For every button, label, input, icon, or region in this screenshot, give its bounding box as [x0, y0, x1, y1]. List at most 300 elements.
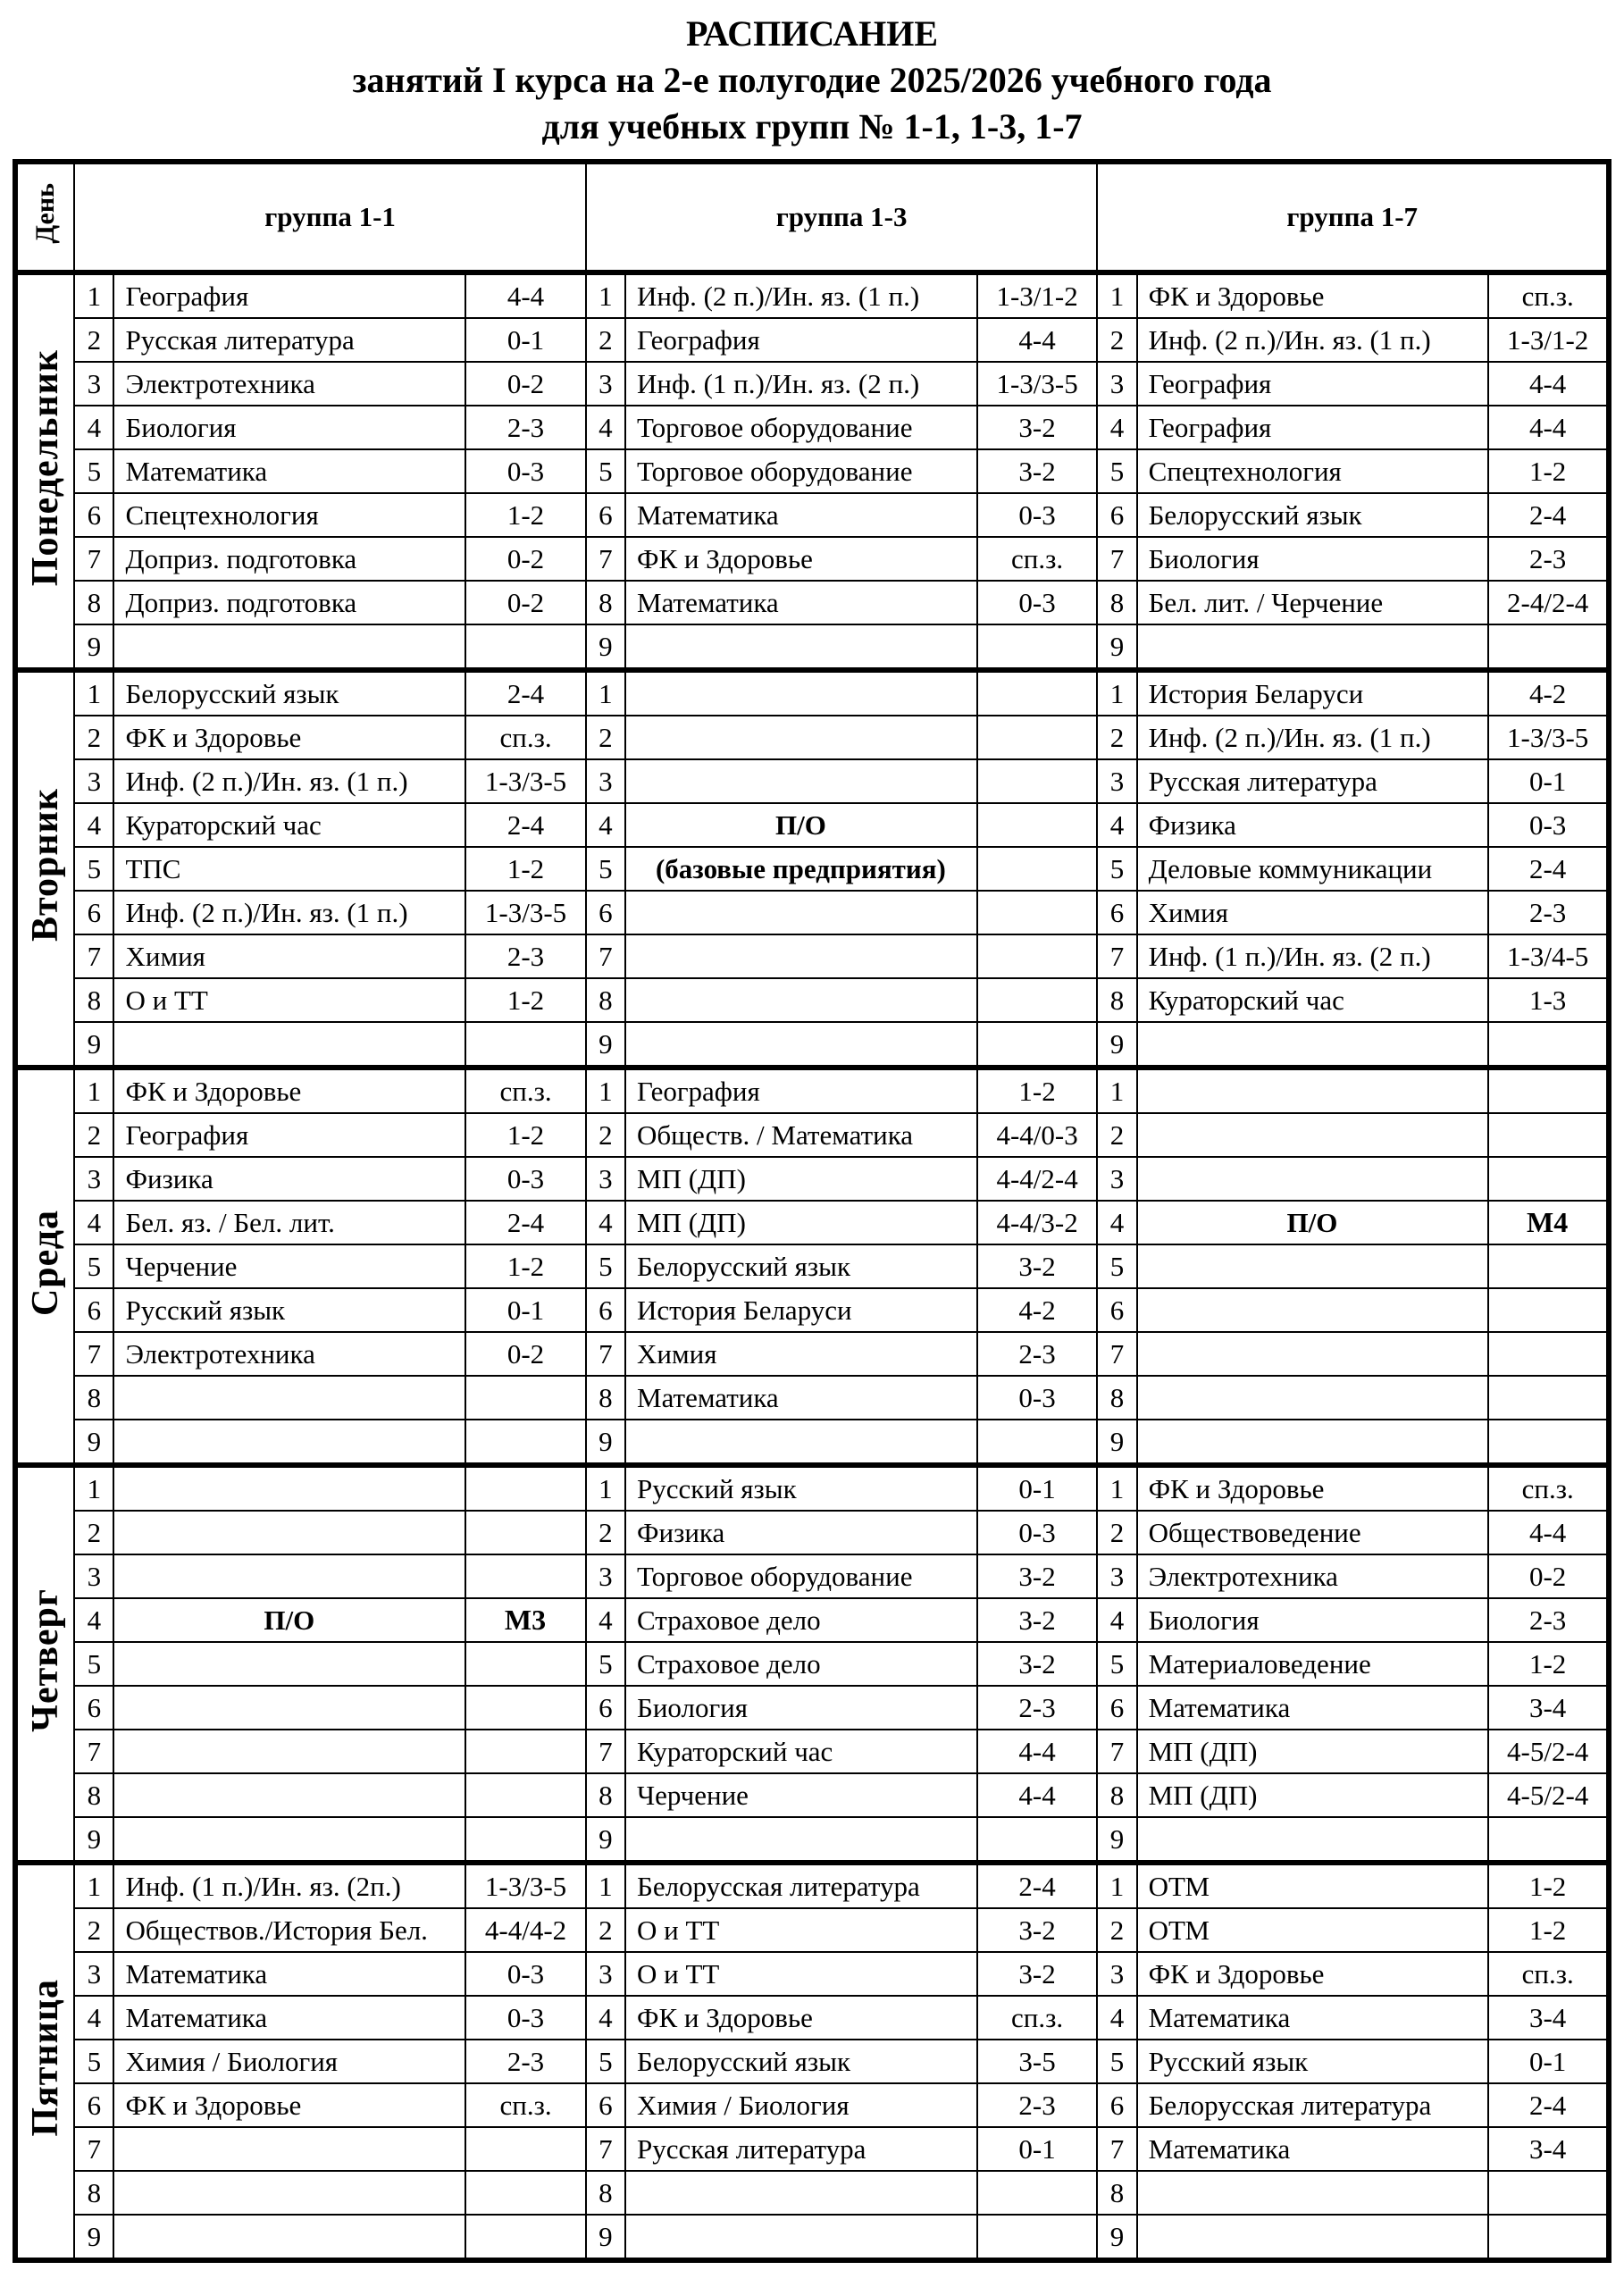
lesson-number-cell: 9	[74, 2215, 113, 2260]
lesson-number-cell: 6	[586, 493, 625, 537]
subject-cell: География	[1137, 362, 1489, 406]
subject-cell	[625, 934, 977, 978]
lesson-number-cell: 3	[74, 362, 113, 406]
room-cell: 1-2	[465, 978, 586, 1022]
lesson-number-cell: 1	[74, 272, 113, 318]
room-cell: 4-4	[1488, 362, 1609, 406]
subject-cell: ФК и Здоровье	[113, 1068, 465, 1113]
lesson-row	[15, 1863, 1609, 1908]
subject-cell	[113, 1511, 465, 1554]
lesson-number-cell: 8	[74, 1773, 113, 1817]
lesson-number-cell: 5	[1097, 449, 1136, 493]
page-title	[0, 0, 1624, 150]
room-cell: 2-3	[1488, 1598, 1609, 1642]
subject-cell	[1137, 1420, 1489, 1465]
title-line-2: занятий I курса на 2-е полугодие 2025/2026 учебного года	[352, 60, 1272, 100]
lesson-number-cell: 7	[74, 1730, 113, 1773]
subject-cell: Математика	[625, 493, 977, 537]
subject-cell: О и ТТ	[625, 1908, 977, 1952]
lesson-row	[15, 1113, 1609, 1157]
subject-cell: Обществоведение	[1137, 1511, 1489, 1554]
lesson-number-cell: 1	[1097, 1068, 1136, 1113]
lesson-number-cell: 9	[1097, 1022, 1136, 1068]
lesson-number-cell: 3	[1097, 362, 1136, 406]
room-cell: 3-2	[977, 1554, 1098, 1598]
lesson-number-cell: 5	[74, 1642, 113, 1686]
subject-cell	[1137, 1332, 1489, 1376]
subject-cell: Белорусский язык	[625, 2040, 977, 2083]
lesson-number-cell: 1	[1097, 670, 1136, 716]
room-cell	[465, 1730, 586, 1773]
subject-cell	[113, 1773, 465, 1817]
subject-cell: Физика	[113, 1157, 465, 1201]
lesson-number-cell: 1	[74, 1068, 113, 1113]
lesson-number-cell: 7	[586, 1332, 625, 1376]
subject-cell	[1137, 1376, 1489, 1420]
lesson-number-cell: 3	[74, 759, 113, 803]
room-cell: 0-3	[977, 581, 1098, 624]
subject-cell: Русский язык	[625, 1465, 977, 1511]
subject-cell: Инф. (2 п.)/Ин. яз. (1 п.)	[625, 272, 977, 318]
subject-cell	[1137, 1068, 1489, 1113]
subject-cell: История Беларуси	[1137, 670, 1489, 716]
room-cell	[977, 624, 1098, 670]
room-cell: 0-3	[977, 1511, 1098, 1554]
room-cell	[1488, 2215, 1609, 2260]
room-cell	[977, 2171, 1098, 2215]
subject-cell: МП (ДП)	[625, 1201, 977, 1244]
room-cell: 0-1	[465, 1288, 586, 1332]
lesson-number-cell: 4	[74, 1201, 113, 1244]
lesson-number-cell: 8	[1097, 978, 1136, 1022]
lesson-row	[15, 1068, 1609, 1113]
lesson-row	[15, 449, 1609, 493]
lesson-number-cell: 4	[586, 1598, 625, 1642]
subject-cell: Электротехника	[1137, 1554, 1489, 1598]
lesson-number-cell: 6	[74, 2083, 113, 2127]
room-cell: сп.з.	[1488, 272, 1609, 318]
room-cell: 4-4	[977, 318, 1098, 362]
subject-cell: МП (ДП)	[1137, 1730, 1489, 1773]
lesson-number-cell: 5	[586, 449, 625, 493]
room-cell: сп.з.	[465, 716, 586, 759]
room-cell	[465, 2171, 586, 2215]
lesson-number-cell: 9	[74, 624, 113, 670]
subject-cell: Бел. яз. / Бел. лит.	[113, 1201, 465, 1244]
room-cell: 1-3/3-5	[465, 759, 586, 803]
subject-cell: Торговое оборудование	[625, 1554, 977, 1598]
lesson-number-cell: 9	[586, 1420, 625, 1465]
lesson-row	[15, 406, 1609, 449]
lesson-number-cell: 7	[74, 1332, 113, 1376]
subject-cell: ФК и Здоровье	[1137, 272, 1489, 318]
room-cell	[1488, 1332, 1609, 1376]
lesson-number-cell: 6	[586, 1288, 625, 1332]
lesson-number-cell: 8	[586, 978, 625, 1022]
subject-cell: МП (ДП)	[625, 1157, 977, 1201]
lesson-number-cell: 6	[1097, 493, 1136, 537]
lesson-row	[15, 1642, 1609, 1686]
group-header-1: группа 1-1	[74, 162, 586, 272]
subject-cell: ФК и Здоровье	[625, 1996, 977, 2040]
room-cell: 4-2	[977, 1288, 1098, 1332]
room-cell	[1488, 624, 1609, 670]
lesson-number-cell: 1	[586, 1465, 625, 1511]
subject-cell	[1137, 2215, 1489, 2260]
subject-cell: Электротехника	[113, 362, 465, 406]
room-cell: 1-3/3-5	[465, 1863, 586, 1908]
room-cell: 1-2	[977, 1068, 1098, 1113]
subject-cell: Русская литература	[625, 2127, 977, 2171]
lesson-number-cell: 8	[586, 581, 625, 624]
room-cell: 0-2	[465, 1332, 586, 1376]
lesson-number-cell: 5	[1097, 2040, 1136, 2083]
subject-cell: Математика	[1137, 1686, 1489, 1730]
lesson-number-cell: 6	[74, 1288, 113, 1332]
room-cell: 1-2	[1488, 1863, 1609, 1908]
room-cell: 4-4	[977, 1730, 1098, 1773]
room-cell: 1-2	[1488, 1642, 1609, 1686]
subject-cell: ФК и Здоровье	[113, 2083, 465, 2127]
lesson-number-cell: 3	[1097, 1554, 1136, 1598]
lesson-number-cell: 2	[1097, 1511, 1136, 1554]
lesson-number-cell: 8	[74, 978, 113, 1022]
room-cell: 1-3/3-5	[1488, 716, 1609, 759]
subject-cell	[625, 1817, 977, 1863]
room-cell	[1488, 1376, 1609, 1420]
subject-cell: Физика	[1137, 803, 1489, 847]
lesson-number-cell: 1	[586, 1068, 625, 1113]
room-cell	[977, 2215, 1098, 2260]
lesson-number-cell: 6	[74, 493, 113, 537]
room-cell: 1-3/1-2	[977, 272, 1098, 318]
lesson-row	[15, 2127, 1609, 2171]
lesson-number-cell: 9	[586, 1022, 625, 1068]
room-cell: 2-4	[465, 803, 586, 847]
room-cell: М3	[465, 1598, 586, 1642]
lesson-number-cell: 2	[586, 318, 625, 362]
lesson-row	[15, 1952, 1609, 1996]
lesson-number-cell: 3	[74, 1554, 113, 1598]
room-cell: 2-3	[465, 934, 586, 978]
lesson-row	[15, 2040, 1609, 2083]
lesson-number-cell: 6	[586, 1686, 625, 1730]
subject-cell	[113, 1554, 465, 1598]
room-cell	[465, 624, 586, 670]
subject-cell: География	[625, 318, 977, 362]
subject-cell: П/О	[625, 803, 977, 847]
lesson-number-cell: 1	[74, 1863, 113, 1908]
lesson-number-cell: 5	[74, 449, 113, 493]
subject-cell	[1137, 2171, 1489, 2215]
subject-cell: Доприз. подготовка	[113, 537, 465, 581]
lesson-number-cell: 5	[1097, 1244, 1136, 1288]
subject-cell: Деловые коммуникации	[1137, 847, 1489, 891]
subject-cell	[113, 1642, 465, 1686]
room-cell: 0-3	[465, 449, 586, 493]
subject-cell: Страховое дело	[625, 1642, 977, 1686]
lesson-number-cell: 9	[74, 1420, 113, 1465]
room-cell	[465, 1465, 586, 1511]
subject-cell: Инф. (2 п.)/Ин. яз. (1 п.)	[1137, 716, 1489, 759]
lesson-number-cell: 5	[1097, 1642, 1136, 1686]
subject-cell: География	[625, 1068, 977, 1113]
room-cell	[977, 716, 1098, 759]
lesson-number-cell: 1	[74, 1465, 113, 1511]
subject-cell	[625, 1022, 977, 1068]
subject-cell: ФК и Здоровье	[1137, 1952, 1489, 1996]
room-cell	[1488, 1420, 1609, 1465]
room-cell: 3-2	[977, 1642, 1098, 1686]
room-cell	[977, 803, 1098, 847]
subject-cell: Белорусский язык	[1137, 493, 1489, 537]
lesson-number-cell: 4	[1097, 803, 1136, 847]
lesson-number-cell: 6	[74, 891, 113, 934]
room-cell	[465, 1420, 586, 1465]
subject-cell	[625, 2171, 977, 2215]
lesson-number-cell: 1	[586, 272, 625, 318]
lesson-number-cell: 2	[1097, 318, 1136, 362]
room-cell: 0-2	[465, 362, 586, 406]
lesson-number-cell: 3	[586, 1157, 625, 1201]
room-cell: 4-4	[1488, 406, 1609, 449]
subject-cell	[625, 716, 977, 759]
subject-cell: Физика	[625, 1511, 977, 1554]
subject-cell	[113, 2127, 465, 2171]
subject-cell	[113, 1730, 465, 1773]
room-cell: 0-1	[465, 318, 586, 362]
room-cell	[1488, 1022, 1609, 1068]
lesson-number-cell: 7	[586, 2127, 625, 2171]
subject-cell: ФК и Здоровье	[625, 537, 977, 581]
subject-cell: Инф. (1 п.)/Ин. яз. (2 п.)	[1137, 934, 1489, 978]
subject-cell: Белорусский язык	[625, 1244, 977, 1288]
subject-cell	[113, 624, 465, 670]
room-cell: 2-4/2-4	[1488, 581, 1609, 624]
subject-cell	[113, 1817, 465, 1863]
room-cell	[977, 1817, 1098, 1863]
title-line-1: РАСПИСАНИЕ	[685, 13, 938, 54]
lesson-number-cell: 9	[586, 624, 625, 670]
subject-cell: П/О	[1137, 1201, 1489, 1244]
room-cell: 3-4	[1488, 1686, 1609, 1730]
room-cell: 4-4/2-4	[977, 1157, 1098, 1201]
room-cell	[977, 934, 1098, 978]
subject-cell: ОТМ	[1137, 1863, 1489, 1908]
subject-cell: О и ТТ	[625, 1952, 977, 1996]
room-cell	[465, 1817, 586, 1863]
lesson-row	[15, 803, 1609, 847]
lesson-number-cell: 8	[1097, 1773, 1136, 1817]
subject-cell	[625, 759, 977, 803]
subject-cell	[1137, 1022, 1489, 1068]
subject-cell	[1137, 624, 1489, 670]
subject-cell: Биология	[1137, 1598, 1489, 1642]
room-cell: 4-4/3-2	[977, 1201, 1098, 1244]
subject-cell: МП (ДП)	[1137, 1773, 1489, 1817]
room-cell	[465, 2127, 586, 2171]
subject-cell	[625, 670, 977, 716]
room-cell: 3-2	[977, 1244, 1098, 1288]
room-cell	[465, 2215, 586, 2260]
room-cell: сп.з.	[977, 1996, 1098, 2040]
lesson-number-cell: 5	[1097, 847, 1136, 891]
room-cell: 4-2	[1488, 670, 1609, 716]
lesson-number-cell: 5	[586, 1244, 625, 1288]
lesson-row	[15, 1157, 1609, 1201]
room-cell: 0-1	[1488, 2040, 1609, 2083]
room-cell	[465, 1022, 586, 1068]
subject-cell: Материаловедение	[1137, 1642, 1489, 1686]
lesson-row	[15, 1730, 1609, 1773]
room-cell: 0-3	[977, 493, 1098, 537]
lesson-number-cell: 4	[74, 1598, 113, 1642]
subject-cell: Русский язык	[1137, 2040, 1489, 2083]
lesson-row	[15, 1908, 1609, 1952]
room-cell: 3-5	[977, 2040, 1098, 2083]
subject-cell	[1137, 1113, 1489, 1157]
lesson-number-cell: 4	[74, 803, 113, 847]
lesson-row	[15, 716, 1609, 759]
room-cell: 0-3	[977, 1376, 1098, 1420]
subject-cell	[625, 624, 977, 670]
room-cell: сп.з.	[1488, 1952, 1609, 1996]
lesson-row	[15, 1773, 1609, 1817]
subject-cell: Инф. (2 п.)/Ин. яз. (1 п.)	[113, 759, 465, 803]
room-cell: 0-3	[465, 1952, 586, 1996]
room-cell: 2-3	[1488, 537, 1609, 581]
room-cell	[977, 978, 1098, 1022]
subject-cell: Торговое оборудование	[625, 449, 977, 493]
room-cell: 3-2	[977, 1598, 1098, 1642]
subject-cell	[113, 2171, 465, 2215]
day-label	[15, 1465, 74, 1863]
lesson-row	[15, 1288, 1609, 1332]
room-cell: сп.з.	[977, 537, 1098, 581]
lesson-number-cell: 3	[1097, 1952, 1136, 1996]
lesson-row	[15, 934, 1609, 978]
subject-cell: Белорусская литература	[625, 1863, 977, 1908]
lesson-row	[15, 1376, 1609, 1420]
subject-cell: Русская литература	[1137, 759, 1489, 803]
room-cell: 1-2	[465, 1244, 586, 1288]
room-cell: 2-3	[465, 406, 586, 449]
room-cell: 2-3	[977, 1332, 1098, 1376]
subject-cell: Математика	[113, 449, 465, 493]
lesson-number-cell: 2	[74, 1908, 113, 1952]
room-cell	[465, 1686, 586, 1730]
lesson-row	[15, 2215, 1609, 2260]
subject-cell	[625, 1420, 977, 1465]
lesson-number-cell: 8	[74, 581, 113, 624]
lesson-number-cell: 3	[74, 1952, 113, 1996]
subject-cell: Русский язык	[113, 1288, 465, 1332]
room-cell	[977, 891, 1098, 934]
lesson-number-cell: 4	[1097, 406, 1136, 449]
room-cell: 1-2	[465, 493, 586, 537]
lesson-row	[15, 1201, 1609, 1244]
room-cell: 3-2	[977, 1908, 1098, 1952]
day-label	[15, 1863, 74, 2260]
lesson-number-cell: 5	[586, 2040, 625, 2083]
subject-cell: ТПС	[113, 847, 465, 891]
lesson-number-cell: 8	[1097, 2171, 1136, 2215]
room-cell: 2-4	[1488, 2083, 1609, 2127]
subject-cell: Торговое оборудование	[625, 406, 977, 449]
subject-cell: Биология	[625, 1686, 977, 1730]
room-cell	[1488, 1288, 1609, 1332]
lesson-number-cell: 9	[586, 2215, 625, 2260]
room-cell: 0-2	[1488, 1554, 1609, 1598]
subject-cell	[625, 2215, 977, 2260]
subject-cell: Химия / Биология	[113, 2040, 465, 2083]
lesson-number-cell: 9	[1097, 1420, 1136, 1465]
room-cell: 0-1	[1488, 759, 1609, 803]
subject-cell: Инф. (2 п.)/Ин. яз. (1 п.)	[1137, 318, 1489, 362]
room-cell: 2-4	[977, 1863, 1098, 1908]
subject-cell: Черчение	[625, 1773, 977, 1817]
subject-cell: Кураторский час	[1137, 978, 1489, 1022]
lesson-number-cell: 7	[586, 1730, 625, 1773]
lesson-number-cell: 7	[74, 934, 113, 978]
subject-cell: ФК и Здоровье	[1137, 1465, 1489, 1511]
subject-cell: Химия	[113, 934, 465, 978]
room-cell: 2-3	[977, 2083, 1098, 2127]
room-cell: 3-4	[1488, 2127, 1609, 2171]
room-cell: 0-2	[465, 581, 586, 624]
lesson-number-cell: 9	[74, 1817, 113, 1863]
room-cell	[465, 1773, 586, 1817]
subject-cell: Бел. лит. / Черчение	[1137, 581, 1489, 624]
lesson-number-cell: 2	[74, 716, 113, 759]
room-cell: 3-2	[977, 449, 1098, 493]
lesson-row	[15, 1022, 1609, 1068]
lesson-number-cell: 3	[1097, 1157, 1136, 1201]
subject-cell: Математика	[113, 1996, 465, 2040]
lesson-number-cell: 5	[74, 847, 113, 891]
lesson-number-cell: 4	[1097, 1201, 1136, 1244]
lesson-number-cell: 8	[74, 1376, 113, 1420]
group-header-3: группа 1-7	[1097, 162, 1609, 272]
subject-cell: (базовые предприятия)	[625, 847, 977, 891]
subject-cell: Обществов./История Бел.	[113, 1908, 465, 1952]
subject-cell	[113, 1420, 465, 1465]
room-cell: 2-4	[1488, 493, 1609, 537]
room-cell	[977, 847, 1098, 891]
subject-cell: Инф. (1 п.)/Ин. яз. (2п.)	[113, 1863, 465, 1908]
subject-cell: П/О	[113, 1598, 465, 1642]
room-cell: 0-1	[977, 1465, 1098, 1511]
lesson-row	[15, 847, 1609, 891]
subject-cell: Белорусская литература	[1137, 2083, 1489, 2127]
title-line-3: для учебных групп № 1-1, 1-3, 1-7	[541, 106, 1083, 147]
day-label-text: Вторник	[25, 788, 67, 942]
header-row	[15, 162, 1609, 272]
subject-cell: ФК и Здоровье	[113, 716, 465, 759]
lesson-number-cell: 8	[1097, 581, 1136, 624]
room-cell: 1-3/3-5	[977, 362, 1098, 406]
lesson-row	[15, 1686, 1609, 1730]
lesson-row	[15, 581, 1609, 624]
room-cell	[1488, 1244, 1609, 1288]
lesson-number-cell: 4	[74, 1996, 113, 2040]
lesson-row	[15, 1996, 1609, 2040]
room-cell	[977, 759, 1098, 803]
lesson-number-cell: 7	[586, 934, 625, 978]
room-cell	[465, 1511, 586, 1554]
subject-cell: Химия	[625, 1332, 977, 1376]
lesson-number-cell: 4	[586, 1201, 625, 1244]
